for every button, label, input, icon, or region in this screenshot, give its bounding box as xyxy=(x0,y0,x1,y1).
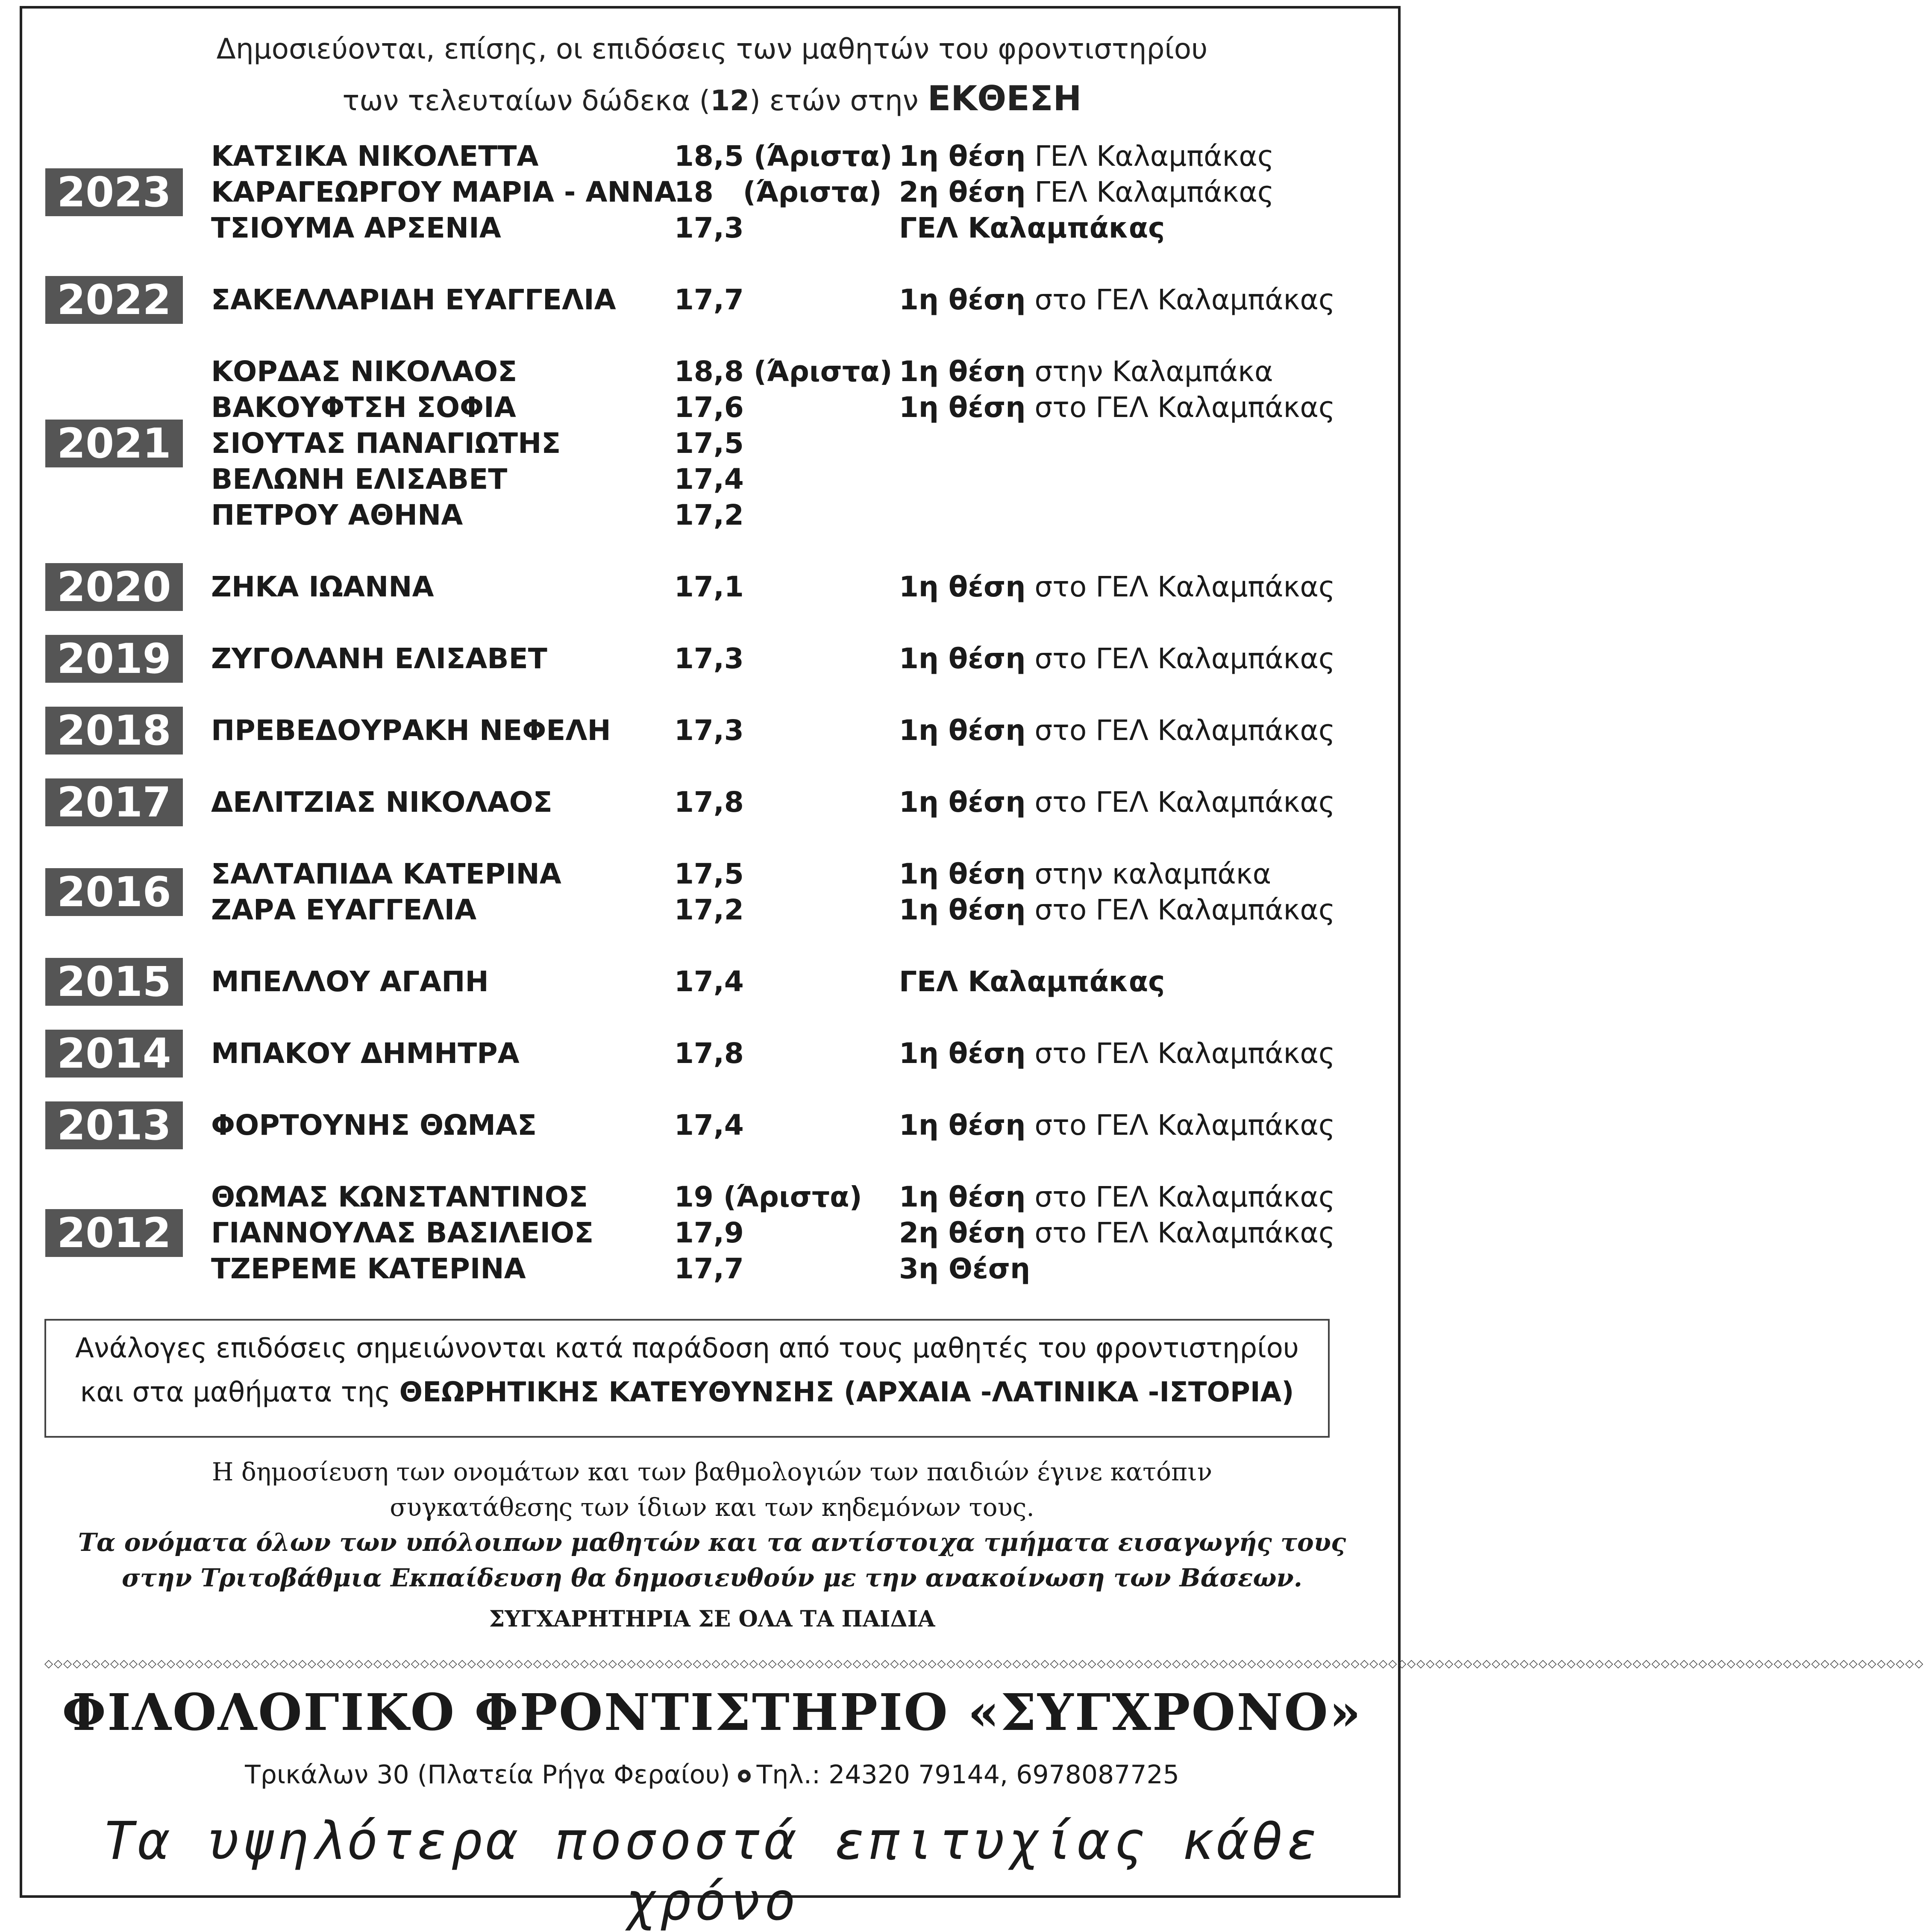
student-name: ΚΑΡΑΓΕΩΡΓΟΥ ΜΑΡΙΑ - ΑΝΝΑ xyxy=(211,176,676,208)
student-placement xyxy=(899,354,1273,390)
student-name: ΔΕΛΙΤΖΙΑΣ ΝΙΚΟΛΑΟΣ xyxy=(211,786,552,819)
student-score: 18,5 (Άριστα) xyxy=(674,140,893,173)
year-label: 2016 xyxy=(45,868,183,916)
student-name: ΠΡΕΒΕΔΟΥΡΑΚΗ ΝΕΦΕΛΗ xyxy=(211,714,611,747)
note-line-2: και στα μαθήματα της ΘΕΩΡΗΤΙΚΗΣ ΚΑΤΕΥΘΥΝΣΗΣ (ΑΡΧΑΙΑ -ΛΑΤΙΝΙΚΑ -ΙΣΤΟΡΙΑ) xyxy=(80,1377,1294,1408)
student-name: ΚΟΡΔΑΣ ΝΙΚΟΛΑΟΣ xyxy=(211,355,517,388)
phone: Τηλ.: 24320 79144, 6978087725 xyxy=(756,1760,1179,1790)
student-name: ΣΑΚΕΛΛΑΡΙΔΗ ΕΥΑΓΓΕΛΙΑ xyxy=(211,283,616,316)
placement-school: στο ΓΕΛ Καλαμπάκας xyxy=(1025,283,1335,316)
student-name: ΜΠΕΛΛΟΥ ΑΓΑΠΗ xyxy=(211,965,489,998)
student-score: 17,8 xyxy=(674,786,744,819)
student-score: 17,4 xyxy=(674,1109,744,1142)
student-placement xyxy=(899,1251,1030,1287)
disclaimer-line-4: στην Τριτοβάθμια Εκπαίδευση θα δημοσιευθούν με την ανακοίνωση των Βάσεων. xyxy=(122,1563,1302,1592)
student-name: ΦΟΡΤΟΥΝΗΣ ΘΩΜΑΣ xyxy=(211,1109,537,1142)
year-label: 2022 xyxy=(45,276,183,324)
placement-rank: 1η θέση xyxy=(899,786,1026,819)
student-score: 17,9 xyxy=(674,1216,744,1249)
student-score: 19 (Άριστα) xyxy=(674,1180,862,1213)
student-row xyxy=(0,174,1424,210)
student-row xyxy=(0,892,1424,928)
student-placement xyxy=(899,892,1335,928)
placement-rank: 1η θέση xyxy=(899,1037,1026,1070)
placement-school: στην καλαμπάκα xyxy=(1025,857,1272,890)
address: Τρικάλων 30 (Πλατεία Ρήγα Φεραίου) xyxy=(245,1760,730,1790)
student-name: ΠΕΤΡΟΥ ΑΘΗΝΑ xyxy=(211,499,463,531)
student-row xyxy=(0,282,1424,318)
year-label: 2023 xyxy=(45,168,183,216)
student-placement xyxy=(899,713,1335,749)
student-score: 17,7 xyxy=(674,283,744,316)
placement-rank: 1η θέση xyxy=(899,1109,1026,1142)
student-score: 17,4 xyxy=(674,463,744,496)
disclaimer-line-1: Η δημοσίευση των ονομάτων και των βαθμολογιών των παιδιών έγινε κατόπιν xyxy=(211,1457,1213,1486)
year-label: 2018 xyxy=(45,707,183,755)
placement-rank: 1η θέση xyxy=(899,1180,1026,1213)
contact-line xyxy=(0,1760,1424,1790)
placement-school: στο ΓΕΛ Καλαμπάκας xyxy=(1025,1037,1335,1070)
student-score: 17,2 xyxy=(674,499,744,531)
student-row xyxy=(0,390,1424,426)
student-placement xyxy=(899,1107,1335,1143)
student-placement xyxy=(899,641,1335,677)
placement-rank: 1η θέση xyxy=(899,893,1026,926)
organization-name: ΦΙΛΟΛΟΓΙΚΟ ΦΡΟΝΤΙΣΤΗΡΙΟ «ΣΥΓΧΡΟΝΟ» xyxy=(62,1682,1362,1742)
student-row xyxy=(0,713,1424,749)
student-name: ΓΙΑΝΝΟΥΛΑΣ ΒΑΣΙΛΕΙΟΣ xyxy=(211,1216,594,1249)
placement-rank: 1η θέση xyxy=(899,140,1026,173)
student-row xyxy=(0,964,1424,1000)
placement-rank: 1η θέση xyxy=(899,391,1026,424)
slogan: Τα υψηλότερα ποσοστά επιτυχίας κάθε χρόνο xyxy=(103,1811,1321,1932)
student-row xyxy=(0,210,1424,246)
student-placement xyxy=(899,282,1335,318)
student-score: 17,2 xyxy=(674,893,744,926)
student-name: ΘΩΜΑΣ ΚΩΝΣΤΑΝΤΙΝΟΣ xyxy=(211,1180,588,1213)
placement-rank: 2η θέση xyxy=(899,1216,1026,1249)
student-score: 18 (Άριστα) xyxy=(674,176,882,208)
student-name: ΒΕΛΩΝΗ ΕΛΙΣΑΒΕΤ xyxy=(211,463,508,496)
year-label: 2012 xyxy=(45,1209,183,1257)
student-row xyxy=(0,1107,1424,1143)
subject-title: ΕΚΘΕΣΗ xyxy=(927,79,1082,118)
placement-school: στο ΓΕΛ Καλαμπάκας xyxy=(1025,570,1335,603)
student-score: 17,3 xyxy=(674,642,744,675)
bullet-icon xyxy=(738,1770,751,1782)
student-score: 17,4 xyxy=(674,965,744,998)
student-placement xyxy=(899,569,1335,605)
student-name: ΒΑΚΟΥΦΤΣΗ ΣΟΦΙΑ xyxy=(211,391,516,424)
placement-rank: 1η θέση xyxy=(899,570,1026,603)
placement-school: στο ΓΕΛ Καλαμπάκας xyxy=(1025,714,1335,747)
year-label: 2017 xyxy=(45,778,183,826)
year-label: 2013 xyxy=(45,1101,183,1149)
student-row xyxy=(0,354,1424,390)
student-name: ΜΠΑΚΟΥ ΔΗΜΗΤΡΑ xyxy=(211,1037,520,1070)
student-row xyxy=(0,641,1424,677)
student-placement xyxy=(899,964,1165,1000)
placement-rank: 1η θέση xyxy=(899,857,1026,890)
student-row xyxy=(0,569,1424,605)
placement-school: ΓΕΛ Καλαμπάκας xyxy=(1025,140,1274,173)
year-label: 2019 xyxy=(45,635,183,683)
student-name: ΤΖΕΡΕΜΕ ΚΑΤΕΡΙΝΑ xyxy=(211,1252,526,1285)
placement-rank: 1η θέση xyxy=(899,714,1026,747)
student-row xyxy=(0,426,1424,461)
placement-school: στο ΓΕΛ Καλαμπάκας xyxy=(1025,1109,1335,1142)
student-name: ΖΗΚΑ ΙΩΑΝΝΑ xyxy=(211,570,434,603)
placement-rank: 2η θέση xyxy=(899,176,1026,208)
student-score: 17,5 xyxy=(674,427,744,460)
disclaimer-line-3: Τα ονόματα όλων των υπόλοιπων μαθητών και τα αντίστοιχα τμήματα εισαγωγής τους xyxy=(78,1528,1346,1557)
placement-school: στο ΓΕΛ Καλαμπάκας xyxy=(1025,786,1335,819)
student-score: 17,3 xyxy=(674,211,744,244)
student-score: 17,1 xyxy=(674,570,744,603)
student-score: 18,8 (Άριστα) xyxy=(674,355,893,388)
disclaimer-line-2: συγκατάθεσης των ίδιων και των κηδεμόνων τους. xyxy=(390,1493,1034,1522)
placement-rank: 3η Θέση xyxy=(899,1252,1031,1285)
student-placement xyxy=(899,784,1335,820)
diamond-divider: ◇◇◇◇◇◇◇◇◇◇◇◇◇◇◇◇◇◇◇◇◇◇◇◇◇◇◇◇◇◇◇◇◇◇◇◇◇◇◇◇◇◇◇◇◇◇◇◇◇◇◇◇◇◇◇◇◇◇◇◇◇◇◇◇◇◇◇◇◇◇◇◇◇◇◇◇◇◇◇◇◇◇◇◇◇◇◇◇◇◇◇◇◇◇◇◇◇◇◇◇◇◇◇◇◇◇◇◇◇◇◇◇◇◇◇◇◇◇◇◇◇◇◇◇◇◇◇◇◇◇◇◇◇◇◇◇◇◇◇◇◇◇◇◇◇◇◇◇◇◇◇◇◇◇◇◇◇◇◇◇◇◇◇◇◇◇◇◇◇◇◇◇◇◇◇◇◇◇◇◇◇◇◇◇◇◇◇◇◇◇◇◇◇◇◇◇◇◇◇◇ xyxy=(44,1657,1924,1670)
intro-line-2: των τελευταίων δώδεκα (12) ετών στην ΕΚΘΕΣΗ xyxy=(342,79,1082,118)
student-score: 17,5 xyxy=(674,857,744,890)
student-row xyxy=(0,497,1424,533)
placement-rank: 1η θέση xyxy=(899,355,1026,388)
year-label: 2021 xyxy=(45,420,183,467)
placement-school: στο ΓΕΛ Καλαμπάκας xyxy=(1025,1180,1335,1213)
congrats-line: ΣΥΓΧΑΡΗΤΗΡΙΑ ΣΕ ΟΛΑ ΤΑ ΠΑΙΔΙΑ xyxy=(489,1606,935,1632)
placement-rank: ΓΕΛ Καλαμπάκας xyxy=(899,211,1165,244)
student-row xyxy=(0,1179,1424,1215)
student-row xyxy=(0,1251,1424,1287)
student-placement xyxy=(899,1179,1335,1215)
student-placement xyxy=(899,856,1271,892)
student-row xyxy=(0,1215,1424,1251)
student-row xyxy=(0,784,1424,820)
placement-school: στο ΓΕΛ Καλαμπάκας xyxy=(1025,893,1335,926)
student-placement xyxy=(899,1036,1335,1072)
student-placement xyxy=(899,1215,1335,1251)
placement-school: ΓΕΛ Καλαμπάκας xyxy=(1025,176,1274,208)
student-name: ΣΙΟΥΤΑΣ ΠΑΝΑΓΙΩΤΗΣ xyxy=(211,427,561,460)
placement-rank: 1η θέση xyxy=(899,642,1026,675)
student-row xyxy=(0,461,1424,497)
student-score: 17,3 xyxy=(674,714,744,747)
student-name: ΤΣΙΟΥΜΑ ΑΡΣΕΝΙΑ xyxy=(211,211,501,244)
student-name: ΣΑΛΤΑΠΙΔΑ ΚΑΤΕΡΙΝΑ xyxy=(211,857,561,890)
student-score: 17,6 xyxy=(674,391,744,424)
placement-school: στο ΓΕΛ Καλαμπάκας xyxy=(1025,642,1335,675)
year-label: 2020 xyxy=(45,563,183,611)
placement-school: στην Καλαμπάκα xyxy=(1025,355,1273,388)
student-row xyxy=(0,1036,1424,1072)
note-line-1: Ανάλογες επιδόσεις σημειώνονται κατά παράδοση από τους μαθητές του φροντιστηρίου xyxy=(75,1333,1299,1364)
placement-rank: ΓΕΛ Καλαμπάκας xyxy=(899,965,1165,998)
student-name: ΚΑΤΣΙΚΑ ΝΙΚΟΛΕΤΤΑ xyxy=(211,140,539,173)
student-placement xyxy=(899,138,1274,174)
student-placement xyxy=(899,390,1335,426)
placement-school: στο ΓΕΛ Καλαμπάκας xyxy=(1025,1216,1335,1249)
student-placement xyxy=(899,210,1165,246)
student-name: ΖΑΡΑ ΕΥΑΓΓΕΛΙΑ xyxy=(211,893,477,926)
year-label: 2014 xyxy=(45,1030,183,1078)
student-score: 17,7 xyxy=(674,1252,744,1285)
student-score: 17,8 xyxy=(674,1037,744,1070)
intro-line-1: Δημοσιεύονται, επίσης, οι επιδόσεις των μαθητών του φροντιστηρίου xyxy=(216,32,1208,65)
year-label: 2015 xyxy=(45,958,183,1006)
placement-school: στο ΓΕΛ Καλαμπάκας xyxy=(1025,391,1335,424)
placement-rank: 1η θέση xyxy=(899,283,1026,316)
student-row xyxy=(0,856,1424,892)
student-row xyxy=(0,138,1424,174)
student-name: ΖΥΓΟΛΑΝΗ ΕΛΙΣΑΒΕΤ xyxy=(211,642,547,675)
student-placement xyxy=(899,174,1274,210)
